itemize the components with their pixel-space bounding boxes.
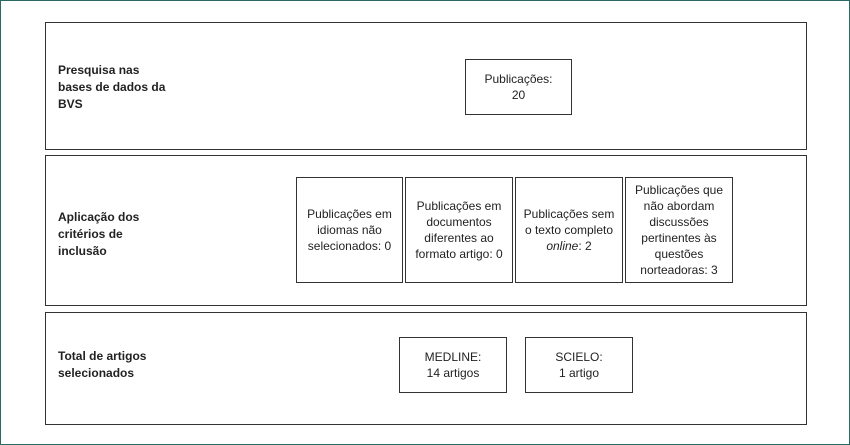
criterion-relevance-box (625, 177, 733, 283)
inclusion-criteria-stage (45, 155, 807, 306)
publications-box (465, 59, 572, 115)
scielo-label: SCIELO: (555, 350, 603, 364)
publications-box-label: Publicações: (484, 72, 553, 86)
criterion-language-box (296, 177, 403, 283)
criterion-fulltext-online: online (546, 239, 579, 253)
medline-count: 14 artigos (426, 366, 480, 380)
search-stage (45, 22, 807, 150)
selected-articles-stage-label: Total de artigos selecionados (58, 349, 147, 380)
criterion-fulltext-main: Publicações sem o texto completo (523, 207, 615, 237)
criterion-format-box (405, 177, 513, 283)
selected-articles-stage (45, 312, 807, 425)
criterion-fulltext-box (515, 177, 623, 283)
criterion-fulltext-count: : 2 (578, 239, 592, 253)
search-stage-label: Presquisa nas bases de dados da BVS (58, 63, 166, 111)
criterion-fulltext-text (520, 206, 618, 254)
criterion-language-text: Publicações em idiomas não selecionados: 0 (307, 207, 392, 253)
scielo-count: 1 artigo (558, 366, 599, 380)
scielo-box (525, 337, 633, 393)
medline-box (399, 337, 507, 393)
criterion-format-text: Publicações em documentos diferentes ao formato artigo: 0 (415, 199, 503, 261)
criterion-relevance-text: Publicações que não abordam discussões pertinentes às questões norteadoras: 3 (634, 183, 724, 277)
inclusion-criteria-stage-label: Aplicação dos critérios de inclusão (58, 210, 140, 258)
publications-box-count: 20 (511, 88, 526, 102)
medline-label: MEDLINE: (424, 350, 482, 364)
